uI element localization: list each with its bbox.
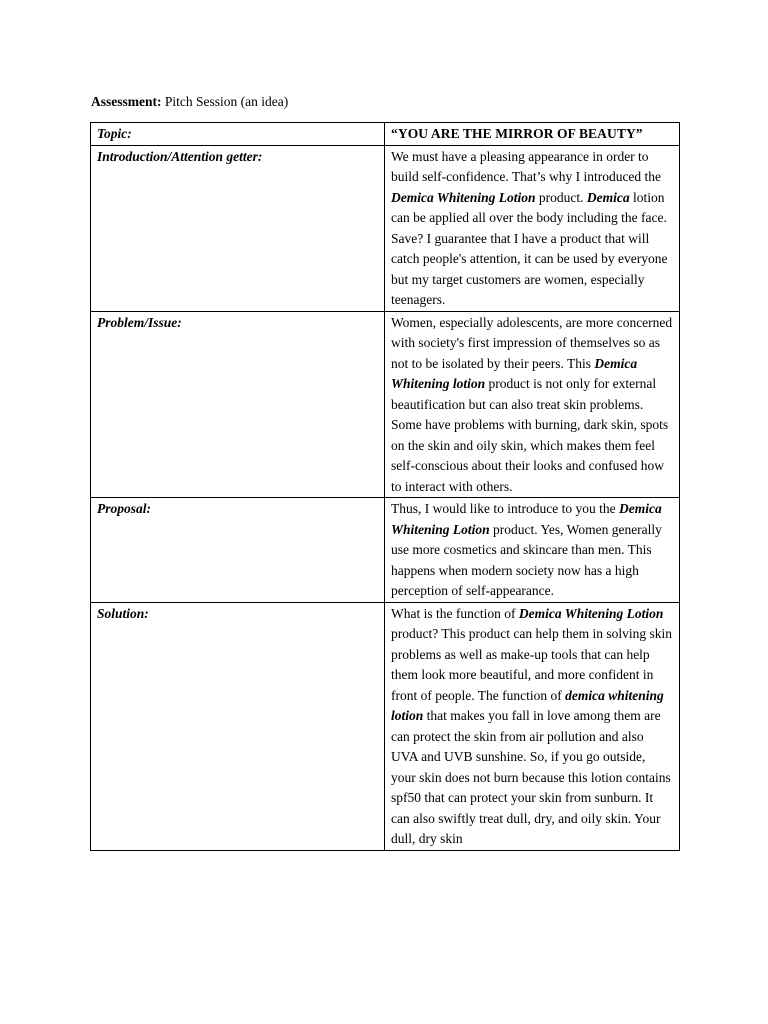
table-row-problem	[91, 311, 680, 498]
page-title	[91, 94, 288, 110]
proposal-label: Proposal:	[91, 498, 385, 603]
topic-label: Topic:	[91, 123, 385, 146]
text-segment: Women, especially adolescents, are more concerned with society's first impression of themselves so as not to be isolated by their peers. This	[391, 314, 673, 371]
problem-text	[385, 311, 680, 498]
table-row-introduction	[91, 145, 680, 311]
product-name: Demica Whitening Lotion	[391, 189, 536, 205]
text-segment: product. Yes, Women generally use more cosmetics and skincare than men. This happens when modern society now has a high perception of self-appearance.	[391, 521, 662, 598]
product-name: Demica	[586, 189, 630, 205]
page-title-label: Assessment:	[91, 94, 162, 109]
solution-text	[385, 602, 680, 850]
text-segment: What is the function of	[391, 605, 519, 621]
product-name: Demica Whitening Lotion	[391, 501, 662, 537]
topic-value: “YOU ARE THE MIRROR OF BEAUTY”	[385, 123, 680, 146]
product-name: Demica Whitening Lotion	[518, 605, 664, 621]
proposal-text	[385, 498, 680, 603]
table-row-proposal	[91, 498, 680, 603]
text-segment: product.	[535, 189, 587, 205]
product-name: demica whitening lotion	[391, 687, 664, 723]
text-segment: lotion can be applied all over the body including the face. Save? I guarantee that I have a product that will catch people's attention, it can be used by everyone but my target customers are women, especially teenagers.	[391, 189, 668, 307]
problem-label: Problem/Issue:	[91, 311, 385, 498]
text-segment: product is not only for external beautification but can also treat skin problems. Some have problems with burning, dark skin, spots on the skin and oily skin, which makes them feel self-conscious about their looks and confused how to interact with others.	[391, 376, 669, 494]
text-segment: product? This product can help them in solving skin problems as well as make-up tools that can help them look more beautiful, and more confident in front of people. The function of	[391, 626, 672, 703]
table-row-topic	[91, 123, 680, 146]
text-segment: Thus, I would like to introduce to you the	[391, 501, 619, 516]
text-segment: We must have a pleasing appearance in order to build self-confidence. That’s why I introduced the	[391, 148, 662, 184]
table-row-solution	[91, 602, 680, 850]
introduction-text	[385, 145, 680, 311]
pitch-table	[90, 122, 680, 851]
solution-label: Solution:	[91, 602, 385, 850]
page-title-text: Pitch Session (an idea)	[161, 94, 289, 109]
text-segment: that makes you fall in love among them are can protect the skin from air pollution and also UVA and UVB sunshine. So, if you go outside, your skin does not burn because this lotion contains spf50 that can protect your skin from sunburn. It can also swiftly treat dull, dry, and oily skin. Your dull, dry skin	[391, 708, 671, 846]
introduction-label: Introduction/Attention getter:	[91, 145, 385, 311]
product-name: Demica Whitening lotion	[391, 355, 638, 391]
